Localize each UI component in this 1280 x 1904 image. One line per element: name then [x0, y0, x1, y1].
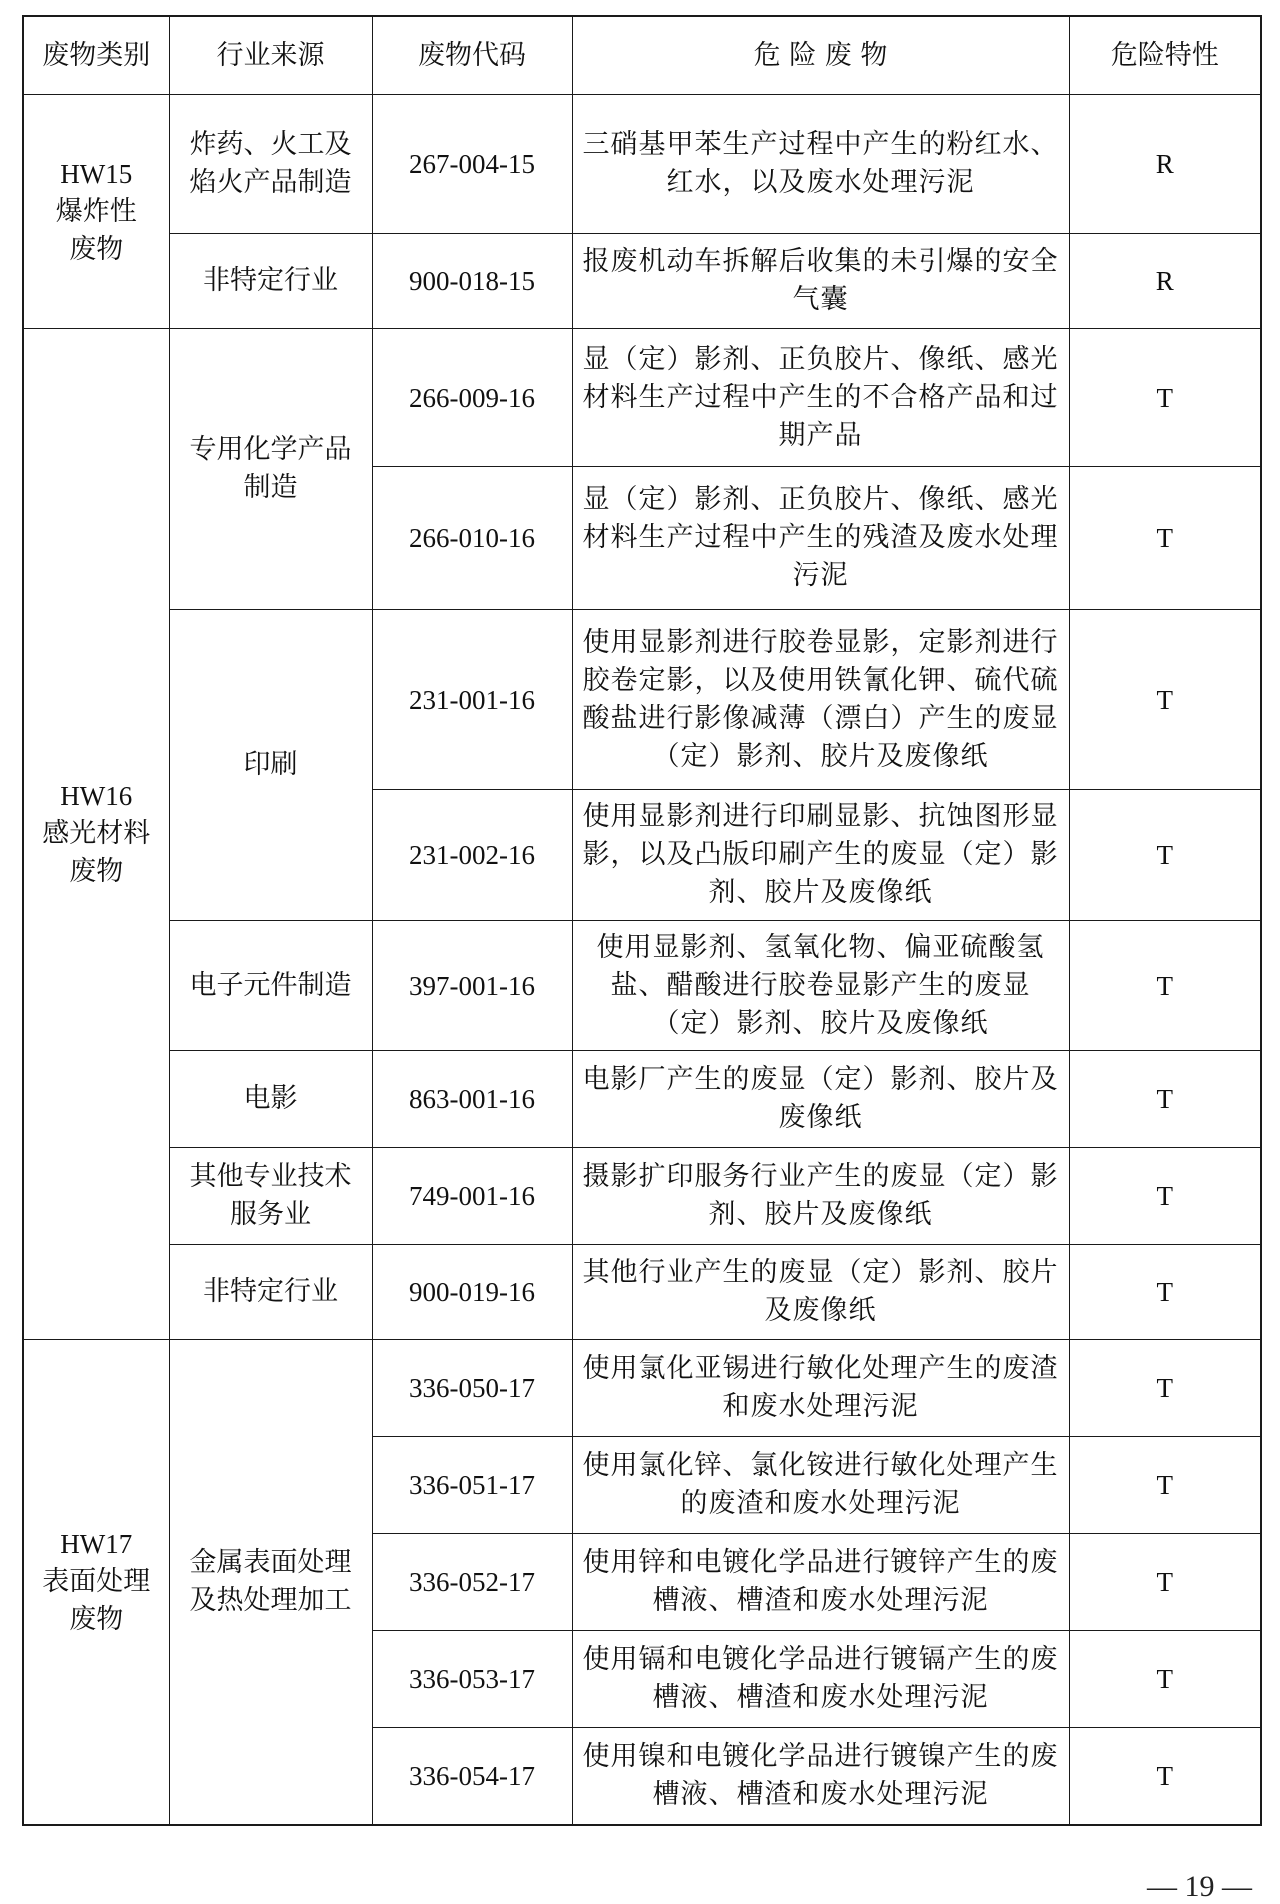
table-row	[23, 329, 1261, 467]
table-row	[23, 1340, 1261, 1437]
waste-code-cell: 336-054-17	[372, 1728, 572, 1825]
hazard-cell: T	[1069, 467, 1261, 610]
table-row	[23, 921, 1261, 1051]
category-cell-hw15	[23, 95, 169, 329]
category-code: HW17	[60, 1528, 133, 1559]
waste-description-cell: 使用镍和电镀化学品进行镀镍产生的废槽液、槽渣和废水处理污泥	[572, 1728, 1069, 1825]
waste-description-cell: 其他行业产生的废显（定）影剂、胶片及废像纸	[572, 1245, 1069, 1340]
category-name: 废物	[69, 856, 124, 887]
header-waste-code: 废物代码	[372, 16, 572, 95]
table-row	[23, 234, 1261, 329]
hazard-cell: R	[1069, 95, 1261, 234]
category-name: 废物	[69, 1603, 124, 1635]
category-cell-hw17	[23, 1340, 169, 1825]
waste-code-cell: 900-018-15	[372, 234, 572, 329]
waste-code-cell: 397-001-16	[372, 921, 572, 1051]
industry-source-cell: 电子元件制造	[169, 921, 372, 1051]
hazard-cell: T	[1069, 790, 1261, 921]
waste-description-cell: 使用镉和电镀化学品进行镀镉产生的废槽液、槽渣和废水处理污泥	[572, 1631, 1069, 1728]
waste-code-cell: 267-004-15	[372, 95, 572, 234]
table-row	[23, 610, 1261, 790]
waste-description-cell: 使用显影剂、氢氧化物、偏亚硫酸氢盐、醋酸进行胶卷显影产生的废显（定）影剂、胶片及废像纸	[572, 921, 1069, 1051]
category-name: 感光材料	[42, 818, 151, 849]
hazard-cell: T	[1069, 1631, 1261, 1728]
industry-source-cell: 电影	[169, 1051, 372, 1148]
waste-code-cell: 749-001-16	[372, 1148, 572, 1245]
hazard-cell: T	[1069, 1245, 1261, 1340]
waste-description-cell: 三硝基甲苯生产过程中产生的粉红水、红水，以及废水处理污泥	[572, 95, 1069, 234]
header-industry-source: 行业来源	[169, 16, 372, 95]
industry-source-cell: 印刷	[169, 610, 372, 921]
industry-source-cell: 专用化学产品制造	[169, 329, 372, 610]
hazard-cell: T	[1069, 329, 1261, 467]
waste-code-cell: 266-010-16	[372, 467, 572, 610]
industry-source-cell: 非特定行业	[169, 1245, 372, 1340]
waste-description-cell: 使用氯化亚锡进行敏化处理产生的废渣和废水处理污泥	[572, 1340, 1069, 1437]
waste-code-cell: 231-002-16	[372, 790, 572, 921]
hazard-cell: T	[1069, 1437, 1261, 1534]
table-row	[23, 1051, 1261, 1148]
hazard-cell: R	[1069, 234, 1261, 329]
waste-description-cell: 使用氯化锌、氯化铵进行敏化处理产生的废渣和废水处理污泥	[572, 1437, 1069, 1534]
waste-code-cell: 231-001-16	[372, 610, 572, 790]
waste-description-cell: 摄影扩印服务行业产生的废显（定）影剂、胶片及废像纸	[572, 1148, 1069, 1245]
waste-code-cell: 336-050-17	[372, 1340, 572, 1437]
hazardous-waste-table	[22, 15, 1262, 1826]
waste-description-cell: 使用显影剂进行印刷显影、抗蚀图形显影，以及凸版印刷产生的废显（定）影剂、胶片及废像纸	[572, 790, 1069, 921]
waste-description-cell: 报废机动车拆解后收集的未引爆的安全气囊	[572, 234, 1069, 329]
waste-description-cell: 电影厂产生的废显（定）影剂、胶片及废像纸	[572, 1051, 1069, 1148]
hazard-cell: T	[1069, 1340, 1261, 1437]
hazard-cell: T	[1069, 1051, 1261, 1148]
hazard-cell: T	[1069, 1148, 1261, 1245]
waste-description-cell: 使用锌和电镀化学品进行镀锌产生的废槽液、槽渣和废水处理污泥	[572, 1534, 1069, 1631]
industry-source-cell: 金属表面处理及热处理加工	[169, 1340, 372, 1825]
waste-code-cell: 336-052-17	[372, 1534, 572, 1631]
industry-source-cell: 其他专业技术服务业	[169, 1148, 372, 1245]
waste-description-cell: 显（定）影剂、正负胶片、像纸、感光材料生产过程中产生的不合格产品和过期产品	[572, 329, 1069, 467]
waste-code-cell: 266-009-16	[372, 329, 572, 467]
header-category: 废物类别	[23, 16, 169, 95]
category-name: 废物	[69, 233, 124, 265]
waste-code-cell: 900-019-16	[372, 1245, 572, 1340]
table-row	[23, 1148, 1261, 1245]
category-name: 表面处理	[42, 1565, 151, 1597]
hazard-cell: T	[1069, 1534, 1261, 1631]
industry-source-cell: 炸药、火工及焰火产品制造	[169, 95, 372, 234]
industry-source-cell: 非特定行业	[169, 234, 372, 329]
table-row	[23, 1245, 1261, 1340]
category-cell-hw16	[23, 329, 169, 1340]
category-code: HW15	[60, 158, 133, 189]
waste-description-cell: 显（定）影剂、正负胶片、像纸、感光材料生产过程中产生的残渣及废水处理污泥	[572, 467, 1069, 610]
hazard-cell: T	[1069, 921, 1261, 1051]
category-code: HW16	[60, 781, 133, 811]
category-name: 爆炸性	[55, 195, 137, 227]
header-hazard-characteristic: 危险特性	[1069, 16, 1261, 95]
waste-description-cell: 使用显影剂进行胶卷显影，定影剂进行胶卷定影，以及使用铁氰化钾、硫代硫酸盐进行影像减薄（漂白）产生的废显（定）影剂、胶片及废像纸	[572, 610, 1069, 790]
table-row	[23, 95, 1261, 234]
page-number: — 19 —	[1147, 1870, 1252, 1903]
table-header-row	[23, 16, 1261, 95]
hazard-cell: T	[1069, 1728, 1261, 1825]
header-hazardous-waste: 危 险 废 物	[572, 16, 1069, 95]
waste-code-cell: 863-001-16	[372, 1051, 572, 1148]
waste-code-cell: 336-051-17	[372, 1437, 572, 1534]
hazard-cell: T	[1069, 610, 1261, 790]
waste-code-cell: 336-053-17	[372, 1631, 572, 1728]
